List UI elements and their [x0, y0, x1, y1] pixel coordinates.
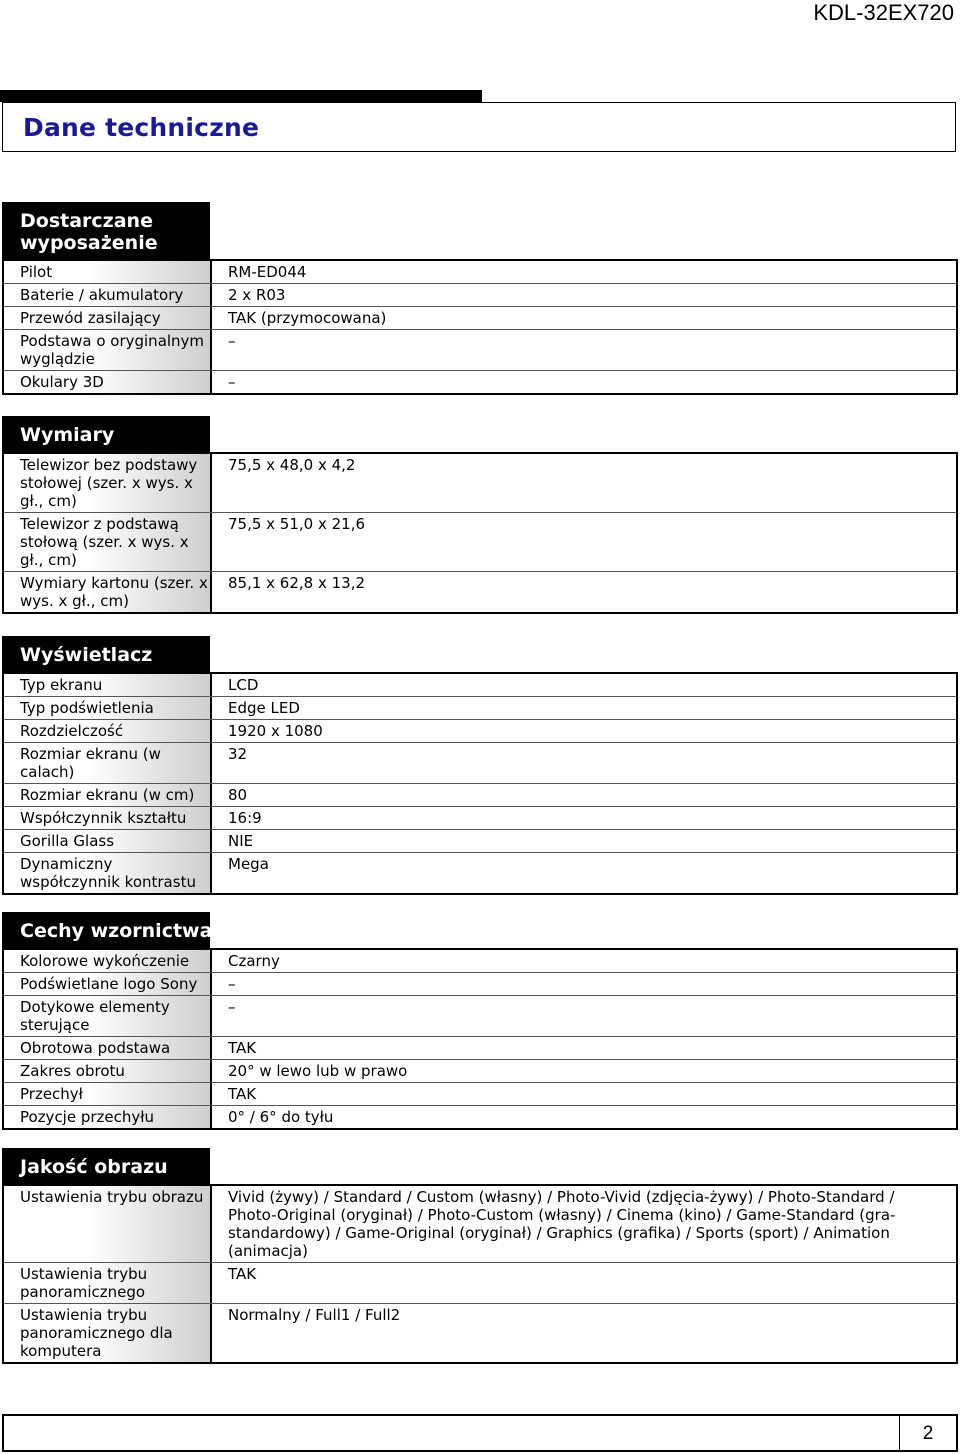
section-dimensions [2, 416, 958, 614]
table-row [4, 571, 956, 612]
section-title: Cechy wzornictwa [2, 912, 210, 950]
row-value: TAK [228, 1265, 257, 1283]
spec-table [2, 948, 958, 1130]
row-label: Telewizor bez podstawy stołowej (szer. x wys. x gł., cm) [4, 454, 212, 512]
row-label: Przewód zasilający [4, 307, 212, 329]
table-row [4, 1105, 956, 1128]
row-value: TAK [228, 1085, 257, 1103]
section-title: Wyświetlacz [2, 636, 210, 674]
table-row [4, 696, 956, 719]
table-row [4, 972, 956, 995]
row-value: Normalny / Full1 / Full2 [228, 1306, 401, 1324]
spec-table [2, 1184, 958, 1364]
row-value: TAK (przymocowana) [228, 309, 387, 327]
table-row [4, 454, 956, 512]
table-row [4, 1262, 956, 1303]
row-value: Edge LED [228, 699, 300, 717]
section-display [2, 636, 958, 895]
model-number: KDL-32EX720 [813, 0, 954, 25]
row-label: Pozycje przechyłu [4, 1106, 212, 1128]
section-accessories [2, 202, 958, 395]
row-value: 80 [228, 786, 248, 804]
row-label: Kolorowe wykończenie [4, 950, 212, 972]
row-label: Rozdzielczość [4, 720, 212, 742]
table-row [4, 806, 956, 829]
section-design [2, 912, 958, 1130]
table-row [4, 370, 956, 393]
section-title: Jakość obrazu [2, 1148, 210, 1186]
row-label: Współczynnik kształtu [4, 807, 212, 829]
row-label: Ustawienia trybu panoramicznego dla komputera [4, 1304, 212, 1362]
row-label: Baterie / akumulatory [4, 284, 212, 306]
page-number: 2 [899, 1416, 956, 1450]
spec-table [2, 452, 958, 614]
table-row [4, 829, 956, 852]
row-label: Dotykowe elementy sterujące [4, 996, 212, 1036]
table-row [4, 1036, 956, 1059]
table-row [4, 261, 956, 283]
row-label: Rozmiar ekranu (w cm) [4, 784, 212, 806]
table-row [4, 512, 956, 571]
table-row [4, 674, 956, 696]
row-value: 85,1 x 62,8 x 13,2 [228, 574, 366, 592]
row-label: Przechył [4, 1083, 212, 1105]
section-title: Dostarczane wyposażenie [2, 202, 210, 261]
table-row [4, 742, 956, 783]
row-value: TAK [228, 1039, 257, 1057]
spec-table [2, 672, 958, 895]
row-label: Okulary 3D [4, 371, 212, 393]
row-value: 32 [228, 745, 248, 763]
row-value: 0° / 6° do tyłu [228, 1108, 334, 1126]
row-label: Ustawienia trybu panoramicznego [4, 1263, 212, 1303]
row-value: 75,5 x 48,0 x 4,2 [228, 456, 356, 474]
row-label: Podstawa o oryginalnym wyglądzie [4, 330, 212, 370]
spec-table [2, 259, 958, 395]
table-row [4, 950, 956, 972]
row-label: Zakres obrotu [4, 1060, 212, 1082]
row-value: RM-ED044 [228, 263, 307, 281]
row-label: Dynamiczny współczynnik kontrastu [4, 853, 212, 893]
row-value: – [228, 373, 236, 391]
row-value: LCD [228, 676, 259, 694]
row-value: – [228, 975, 236, 993]
row-value: – [228, 998, 236, 1016]
row-label: Telewizor z podstawą stołową (szer. x wys. x gł., cm) [4, 513, 212, 571]
row-value: Czarny [228, 952, 280, 970]
table-row [4, 1186, 956, 1262]
row-label: Pilot [4, 261, 212, 283]
table-row [4, 1082, 956, 1105]
row-label: Gorilla Glass [4, 830, 212, 852]
row-label: Wymiary kartonu (szer. x wys. x gł., cm) [4, 572, 212, 612]
row-label: Typ ekranu [4, 674, 212, 696]
row-value: – [228, 332, 236, 350]
table-row [4, 995, 956, 1036]
table-row [4, 329, 956, 370]
row-value: 75,5 x 51,0 x 21,6 [228, 515, 366, 533]
row-label: Rozmiar ekranu (w calach) [4, 743, 212, 783]
table-row [4, 1059, 956, 1082]
row-label: Typ podświetlenia [4, 697, 212, 719]
page-footer [2, 1414, 958, 1452]
table-row [4, 852, 956, 893]
row-label: Obrotowa podstawa [4, 1037, 212, 1059]
table-row [4, 283, 956, 306]
row-value: 2 x R03 [228, 286, 286, 304]
row-value: NIE [228, 832, 254, 850]
row-value: 20° w lewo lub w prawo [228, 1062, 408, 1080]
table-row [4, 1303, 956, 1362]
row-value: Vivid (żywy) / Standard / Custom (własny) / Photo-Vivid (zdjęcia-żywy) / Photo-Standard / Photo-Original (oryginał) / Photo-Custom (własny) / Cinema (kino) / Game-Standard (gra-standardowy) / Game-Original (oryginał) / Graphics (grafika) / Sports (sport) / Animation (animacja) [228, 1188, 896, 1260]
row-value: Mega [228, 855, 269, 873]
row-value: 1920 x 1080 [228, 722, 323, 740]
section-title: Wymiary [2, 416, 210, 454]
table-row [4, 719, 956, 742]
row-label: Podświetlane logo Sony [4, 973, 212, 995]
table-row [4, 306, 956, 329]
section-picture-quality [2, 1148, 958, 1364]
table-row [4, 783, 956, 806]
row-value: 16:9 [228, 809, 262, 827]
top-rule-bar [0, 90, 482, 102]
row-label: Ustawienia trybu obrazu [4, 1186, 212, 1262]
page-title: Dane techniczne [23, 113, 260, 142]
page-title-box [2, 102, 956, 152]
